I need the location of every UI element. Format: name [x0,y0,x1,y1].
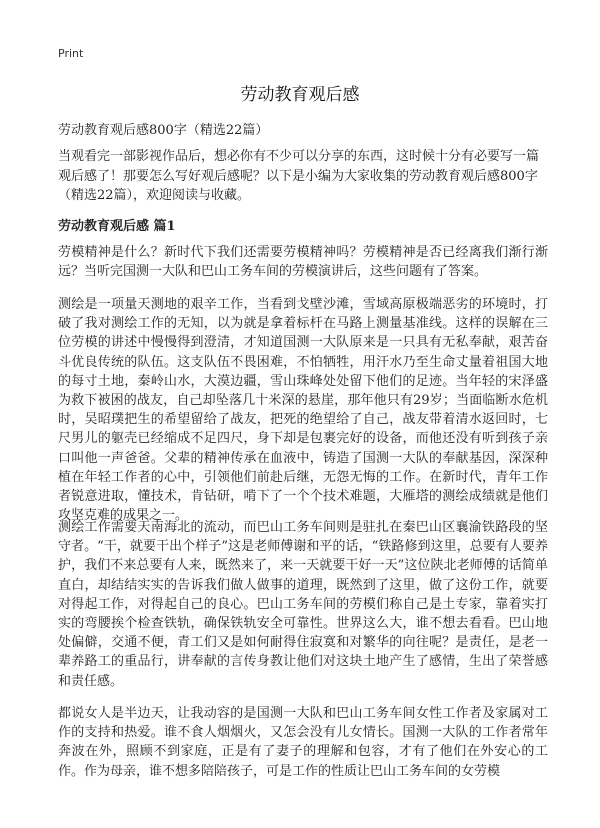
paragraph-3: 测绘工作需要天南海北的流动，而巴山工务车间则是驻扎在秦巴山区襄渝铁路段的坚守者。“干，就要干出个样子”这是老师傅谢和平的话，“铁路修到这里，总要有人要养护，我们不来总要有人来，既然来了，来一天就要干好一天”这位陕北老师傅的话简单直白，却结结实实的告诉我们做人做事的道理，既然到了这里，做了这份工作，就要对得起工作，对得起自己的良心。巴山工务车间的劳模们称自己是土专家，靠着实打实的弯腰挨个检查铁轨，确保铁轨安全可靠性。世界这么大，谁不想去看看。巴山地处偏僻，交通不便，青工们又是如何耐得住寂寞和对繁华的向往呢？是责任，是老一辈养路工的重品行，讲奉献的言传身教让他们对这块土地产生了感情，生出了荣誉感和责任感。 [58,520,548,689]
page-title: 劳动教育观后感 [240,85,360,105]
paragraph-1: 劳模精神是什么？新时代下我们还需要劳模精神吗？劳模精神是否已经离我们渐行渐远？当听完国测一大队和巴山工务车间的劳模演讲后，这些问题有了答案。 [58,245,548,280]
document-subtitle: 劳动教育观后感800字（精选22篇） [58,123,269,138]
paragraph-4: 都说女人是半边天，让我动容的是国测一大队和巴山工务车间女性工作者及家属对工作的支持和热爱。谁不食人烟烟火，又怎会没有儿女情长。国测一大队的工作者常年奔波在外，照顾不到家庭，正是有了妻子的理解和包容，才有了他们在外安心的工作。作为母亲，谁不想多陪陪孩子，可是工作的性质让巴山工务车间的女劳模 [58,706,548,779]
intro-paragraph: 当观看完一部影视作品后，想必你有不少可以分享的东西，这时候十分有必要写一篇观后感了！那要怎么写好观后感呢？以下是小编为大家收集的劳动教育观后感800字（精选22篇），欢迎阅读与收藏。 [58,149,540,203]
section-heading: 劳动教育观后感 篇1 [58,219,176,234]
print-link[interactable]: Print [58,47,84,60]
paragraph-2: 测绘是一项量天测地的艰辛工作，当看到戈壁沙滩，雪域高原极端恶劣的环境时，打破了我对测绘工作的无知，以为就是拿着标杆在马路上测量基准线。这样的误解在三位劳模的讲述中慢慢得到澄清，才知道国测一大队原来是一只具有无私奉献，艰苦奋斗优良传统的队伍。这支队伍不畏困难，不怕牺牲，用汗水乃至生命丈量着祖国大地的每寸土地，秦岭山水，大漠边疆，雪山珠峰处处留下他们的足迹。当年轻的宋泽盛为救下被困的战友，自己却坠落几十米深的悬崖，那年他只有29岁；当面临断水危机时，吴昭璞把生的希望留给了战友，把死的绝望给了自己，战友带着清水返回时，七尺男儿的躯壳已经缩成不足四尺，身下却是包裹完好的设备，而他还没有听到孩子亲口叫他一声爸爸。父辈的精神传承在血液中，铸造了国测一大队的奉献基因，深深种植在年轻工作者的心中，引领他们前赴后继，无怨无悔的工作。在新时代，青年工作者锐意进取，懂技术，肯钻研，啃下了一个个技术难题，大雁塔的测绘成绩就是他们攻坚克难的成果之一。 [58,297,548,524]
